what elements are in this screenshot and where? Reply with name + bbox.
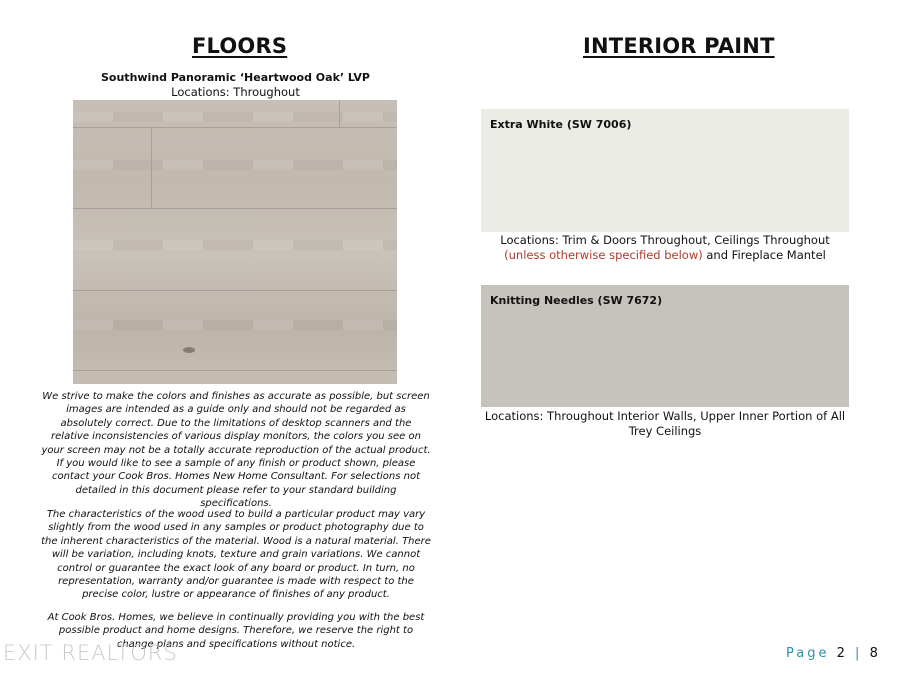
swatch-label: Extra White (SW 7006)	[490, 118, 632, 131]
locations-text: and Fireplace Mantel	[702, 248, 826, 262]
disclaimer-colors: We strive to make the colors and finishes as accurate as possible, but screen images are intended as a guide only and should not be regarded as absolutely correct. Due to the limitations of desktop scanners and the relative inconsistencies of various display monitors, the colors you see on your screen may not be a totally accurate reproduction of the actual product. If you would like to see a sample of any finish or product shown, please contact your Cook Bros. Homes New Home Consultant. For selections not detailed in this document please refer to your standard building specifications.	[41, 391, 431, 510]
wood-floor-sample-image	[73, 100, 397, 384]
paint-swatch-knitting-needles	[481, 285, 849, 407]
floors-heading: FLOORS	[192, 34, 288, 58]
page-label: Page	[786, 646, 830, 661]
swatch-locations-extra-white	[481, 233, 849, 263]
swatch-label: Knitting Needles (SW 7672)	[490, 294, 663, 307]
locations-note: (unless otherwise specified below)	[504, 248, 703, 262]
interior-paint-heading: INTERIOR PAINT	[583, 34, 775, 58]
page-current: 2	[836, 646, 848, 661]
page-separator: |	[855, 646, 863, 661]
floor-product-name: Southwind Panoramic ‘Heartwood Oak’ LVP	[101, 71, 370, 84]
page-number	[786, 646, 881, 661]
disclaimer-wood: The characteristics of the wood used to build a particular product may vary slightly from the wood used in any samples or product photography due to the inherent characteristics of the material. Wood is a natural material. There will be variation, including knots, texture and grain variations. We cannot control or guarantee the exact look of any board or product. In turn, no representation, warranty and/or guarantee is made with respect to the precise color, lustre or appearance of finishes of any product.	[41, 509, 431, 601]
page-total: 8	[869, 646, 881, 661]
swatch-locations-knitting-needles: Locations: Throughout Interior Walls, Upper Inner Portion of All Trey Ceilings	[484, 409, 846, 438]
wood-knot	[183, 347, 195, 353]
disclaimer-plans: At Cook Bros. Homes, we believe in continually providing you with the best possible product and home designs. Therefore, we reserve the right to change plans and specifications without notice.	[47, 612, 425, 650]
floor-product-locations: Locations: Throughout	[171, 85, 300, 99]
paint-swatch-extra-white	[481, 109, 849, 232]
realtor-watermark-logo: EXIT REALTORS	[3, 641, 178, 665]
locations-text: Locations: Trim & Doors Throughout, Ceilings Throughout	[500, 233, 830, 247]
